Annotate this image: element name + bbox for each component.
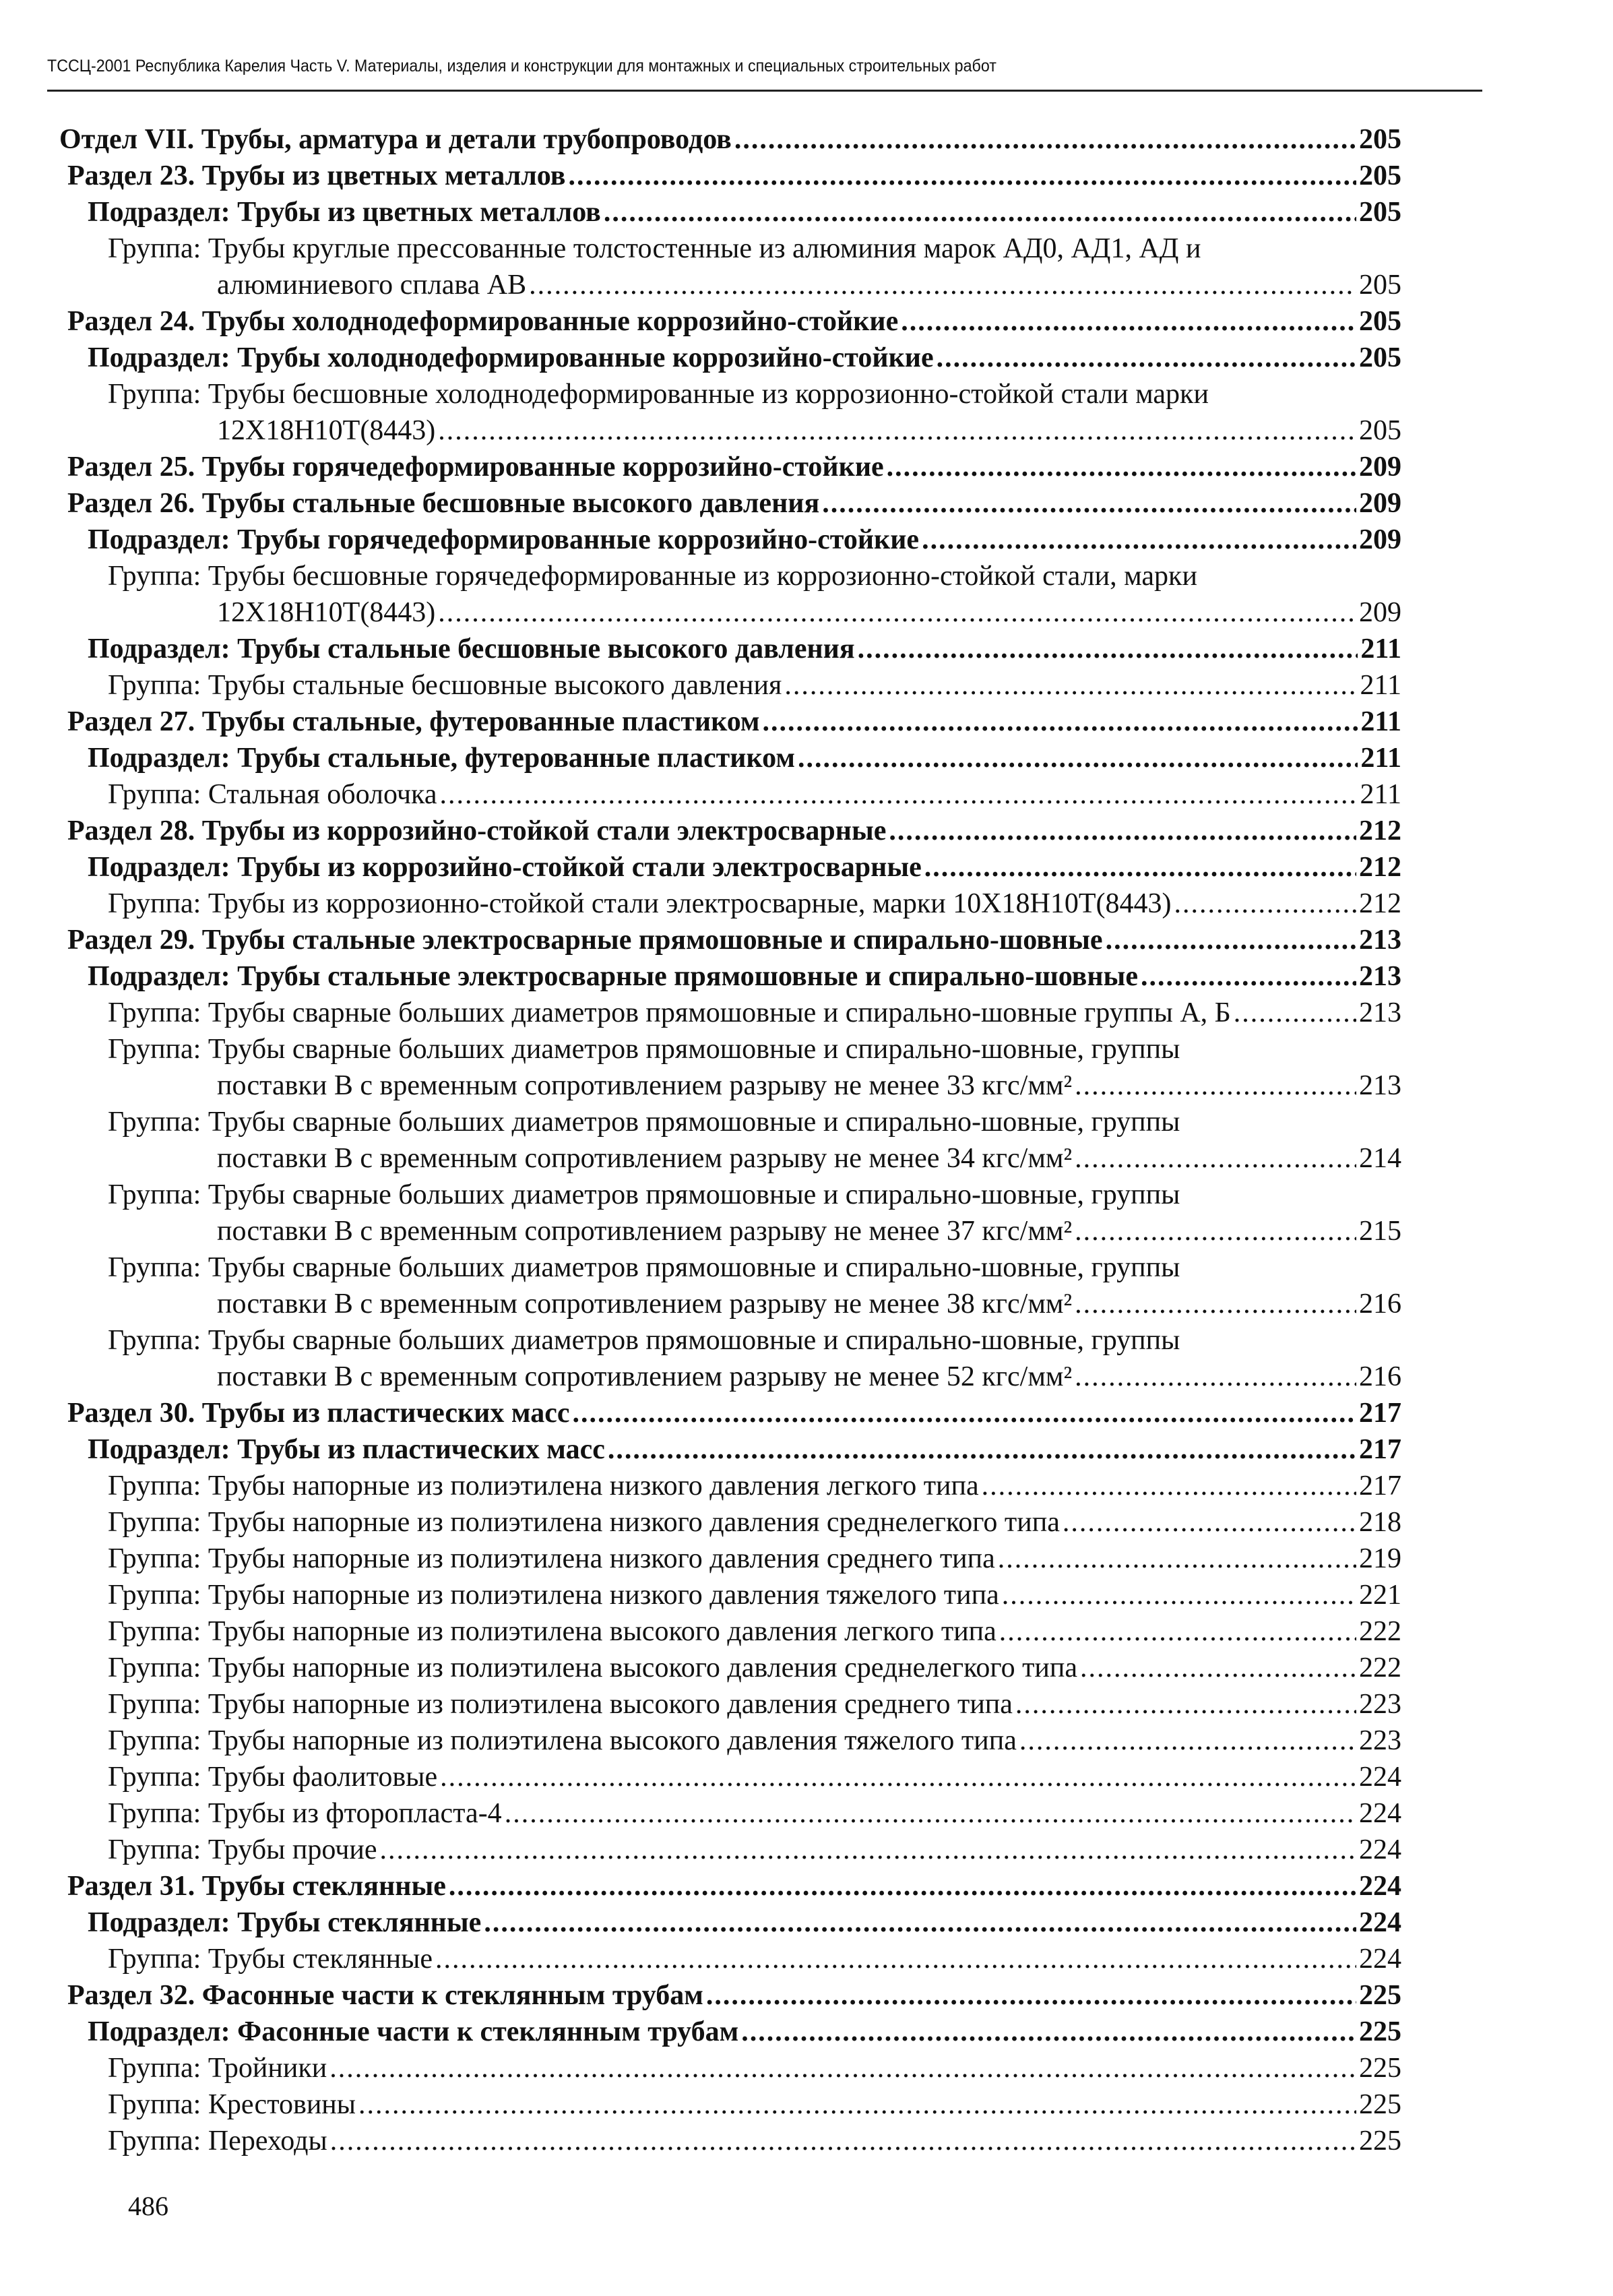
toc-entry-gruppa: [108, 2086, 1401, 2123]
dot-leader: [1075, 1286, 1356, 1322]
toc-page-number: 221: [1359, 1580, 1401, 1611]
toc-entry-label: Раздел 29. Трубы стальные электросварные прямошовные и спирально-шовные: [67, 925, 1103, 956]
dot-leader: [449, 1868, 1356, 1904]
toc-entry-podrazdel: [88, 849, 1401, 886]
dot-leader: [924, 849, 1356, 886]
dot-leader: [937, 340, 1356, 376]
dot-leader: [1019, 1723, 1356, 1759]
toc-entry-label: Раздел 28. Трубы из коррозийно-стойкой стали электросварные: [67, 815, 887, 846]
toc-entry-label: Раздел 32. Фасонные части к стеклянным трубам: [67, 1980, 703, 2011]
toc-entry-gruppa: [108, 776, 1401, 813]
toc-entry-label: Группа: Трубы стальные бесшовные высокого давления: [108, 670, 782, 701]
toc-page-number: 225: [1359, 2126, 1401, 2157]
toc-entry-podrazdel: [88, 631, 1401, 667]
toc-entry-gruppa: [108, 1759, 1401, 1795]
toc-entry-gruppa: [108, 1832, 1401, 1868]
toc-entry-razdel: [67, 922, 1401, 958]
toc-entry-podrazdel: [88, 340, 1401, 376]
toc-entry-gruppa: [108, 376, 1401, 449]
dot-leader: [440, 1759, 1356, 1795]
dot-leader: [529, 267, 1356, 303]
toc-entry-podrazdel: [88, 522, 1401, 558]
toc-page-number: 211: [1360, 743, 1401, 774]
toc-entry-gruppa: [108, 1504, 1401, 1541]
toc-page-number: 212: [1359, 815, 1401, 846]
toc-entry-label: Подраздел: Трубы стальные электросварные прямошовные и спирально-шовные: [88, 961, 1138, 992]
toc-entry-label: Подраздел: Трубы стальные, футерованные пластиком: [88, 743, 795, 774]
toc-entry-gruppa: [108, 1322, 1401, 1395]
toc-entry-label: Группа: Трубы сварные больших диаметров прямошовные и спирально-шовные группы А, Б: [108, 997, 1231, 1028]
dot-leader: [1015, 1686, 1356, 1723]
dot-leader: [1106, 922, 1356, 958]
toc-entry-gruppa: [108, 2123, 1401, 2159]
toc-entry-label: Группа: Трубы фаолитовые: [108, 1762, 438, 1793]
running-header: ТССЦ-2001 Республика Карелия Часть V. Материалы, изделия и конструкции для монтажных и специальных строительных работ: [47, 57, 997, 75]
toc-page-number: 205: [1359, 124, 1401, 155]
toc-entry-gruppa: [108, 1177, 1401, 1249]
toc-entry-gruppa: [108, 1031, 1401, 1104]
toc-entry-razdel: [67, 158, 1401, 194]
toc-entry-gruppa: [108, 1468, 1401, 1504]
toc-entry-gruppa: [108, 1941, 1401, 1977]
toc-page-number: 212: [1359, 852, 1401, 883]
toc-page-number: 211: [1360, 779, 1401, 810]
toc-page-number: 225: [1359, 2016, 1401, 2047]
toc-page-number: 218: [1359, 1507, 1401, 1538]
toc-page-number: 217: [1359, 1470, 1401, 1501]
toc-page-number: 205: [1359, 342, 1401, 373]
toc-page-number: 216: [1359, 1289, 1401, 1320]
dot-leader: [1080, 1650, 1356, 1686]
toc-entry-label: Группа: Трубы напорные из полиэтилена низкого давления легкого типа: [108, 1470, 979, 1501]
toc-entry-razdel: [67, 303, 1401, 340]
toc-page-number: 224: [1359, 1798, 1401, 1829]
dot-leader: [998, 1541, 1356, 1577]
toc-entry-podrazdel: [88, 1904, 1401, 1941]
toc-entry-label: Подраздел: Трубы горячедеформированные коррозийно-стойкие: [88, 524, 920, 555]
toc-entry-podrazdel: [88, 194, 1401, 230]
toc-page-number: 213: [1359, 997, 1401, 1028]
dot-leader: [1234, 995, 1356, 1031]
dot-leader: [1141, 958, 1356, 995]
dot-leader: [438, 412, 1356, 449]
toc-entry-label: Подраздел: Трубы из коррозийно-стойкой стали электросварные: [88, 852, 922, 883]
toc-entry-podrazdel: [88, 2014, 1401, 2050]
dot-leader: [798, 740, 1358, 776]
dot-leader: [1075, 1140, 1356, 1177]
toc-entry-label: Группа: Тройники: [108, 2053, 327, 2084]
dot-leader: [741, 2014, 1356, 2050]
dot-leader: [1063, 1504, 1356, 1541]
dot-leader: [604, 194, 1356, 230]
toc-entry-razdel: [67, 485, 1401, 522]
page-number: 486: [128, 2191, 168, 2221]
dot-leader: [922, 522, 1356, 558]
dot-leader: [1002, 1577, 1356, 1613]
dot-leader: [330, 2123, 1356, 2159]
toc-page-number: 213: [1359, 961, 1401, 992]
toc-entry-label: Группа: Трубы сварные больших диаметров прямошовные и спирально-шовные, группы: [108, 1034, 1180, 1065]
toc-page-number: 223: [1359, 1689, 1401, 1720]
dot-leader: [1075, 1359, 1356, 1395]
toc-entry-label: Подраздел: Трубы холоднодеформированные коррозийно-стойкие: [88, 342, 934, 373]
toc-entry-label: Подраздел: Трубы стеклянные: [88, 1907, 482, 1938]
dot-leader: [1075, 1213, 1356, 1249]
toc-entry-gruppa: [108, 1613, 1401, 1650]
toc-entry-label: Раздел 23. Трубы из цветных металлов: [67, 160, 566, 191]
toc-page-number: 224: [1359, 1834, 1401, 1865]
toc-entry-label: Группа: Трубы стеклянные: [108, 1944, 433, 1975]
toc-entry-label: 12Х18Н10Т(8443): [217, 415, 436, 446]
toc-page-number: 217: [1359, 1398, 1401, 1429]
toc-entry-razdel: [67, 449, 1401, 485]
toc-entry-label: Раздел 30. Трубы из пластических масс: [67, 1398, 570, 1429]
dot-leader: [822, 485, 1356, 522]
toc-page-number: 215: [1359, 1216, 1401, 1247]
toc-entry-label: Отдел VII. Трубы, арматура и детали трубопроводов: [59, 124, 732, 155]
dot-leader: [358, 2086, 1356, 2123]
dot-leader: [435, 1941, 1356, 1977]
toc-page-number: 222: [1359, 1616, 1401, 1647]
toc-entry-podrazdel: [88, 958, 1401, 995]
toc-page-number: 209: [1359, 488, 1401, 519]
toc-entry-razdel: [67, 1868, 1401, 1904]
dot-leader: [999, 1613, 1356, 1650]
toc-entry-gruppa: [108, 1650, 1401, 1686]
toc-page-number: 217: [1359, 1434, 1401, 1465]
toc-entry-label: Раздел 31. Трубы стеклянные: [67, 1871, 446, 1902]
dot-leader: [763, 704, 1358, 740]
toc-entry-label: Группа: Стальная оболочка: [108, 779, 437, 810]
dot-leader: [380, 1832, 1356, 1868]
toc-entry-label: Группа: Трубы бесшовные холоднодеформированные из коррозионно-стойкой стали марки: [108, 379, 1209, 410]
toc-page-number: 224: [1359, 1944, 1401, 1975]
toc-entry-gruppa: [108, 667, 1401, 704]
toc-page-number: 219: [1359, 1543, 1401, 1574]
toc-entry-gruppa: [108, 1686, 1401, 1723]
toc-page-number: 225: [1359, 2089, 1401, 2120]
dot-leader: [887, 449, 1356, 485]
toc-page-number: 211: [1360, 670, 1401, 701]
toc-entry-label: Подраздел: Фасонные части к стеклянным трубам: [88, 2016, 739, 2047]
toc-entry-gruppa: [108, 995, 1401, 1031]
dot-leader: [329, 2050, 1356, 2086]
toc-entry-label: Группа: Трубы сварные больших диаметров прямошовные и спирально-шовные, группы: [108, 1107, 1180, 1138]
toc-entry-gruppa: [108, 1104, 1401, 1177]
toc-entry-label: Группа: Трубы напорные из полиэтилена высокого давления среднелегкого типа: [108, 1652, 1078, 1683]
toc-page-number: 223: [1359, 1725, 1401, 1756]
toc-entry-podrazdel: [88, 740, 1401, 776]
dot-leader: [608, 1431, 1356, 1468]
dot-leader: [889, 813, 1356, 849]
toc-page-number: 205: [1359, 306, 1401, 337]
toc-entry-label: Группа: Трубы напорные из полиэтилена высокого давления легкого типа: [108, 1616, 997, 1647]
toc-page-number: 216: [1359, 1361, 1401, 1392]
toc-entry-gruppa: [108, 558, 1401, 631]
table-of-contents: [0, 121, 1613, 2159]
toc-entry-label: Группа: Трубы из коррозионно-стойкой стали электросварные, марки 10Х18Н10Т(8443): [108, 888, 1172, 919]
dot-leader: [1075, 1067, 1356, 1104]
toc-entry-label: Группа: Переходы: [108, 2126, 327, 2157]
toc-entry-label: Группа: Трубы напорные из полиэтилена низкого давления среднего типа: [108, 1543, 995, 1574]
toc-entry-label: Подраздел: Трубы из цветных металлов: [88, 197, 601, 228]
toc-entry-gruppa: [108, 1723, 1401, 1759]
toc-entry-label: Группа: Трубы бесшовные горячедеформированные из коррозионно-стойкой стали, марки: [108, 561, 1197, 592]
toc-entry-label: алюминиевого сплава АВ: [217, 270, 527, 301]
toc-entry-label: Группа: Трубы сварные больших диаметров прямошовные и спирально-шовные, группы: [108, 1325, 1180, 1356]
dot-leader: [858, 631, 1358, 667]
toc-entry-gruppa: [108, 2050, 1401, 2086]
toc-entry-label: поставки В с временным сопротивлением разрыву не менее 38 кгс/мм²: [217, 1289, 1073, 1320]
toc-page-number: 213: [1359, 1070, 1401, 1101]
toc-page-number: 211: [1360, 706, 1401, 737]
toc-entry-gruppa: [108, 1249, 1401, 1322]
toc-entry-razdel: [67, 704, 1401, 740]
dot-leader: [784, 667, 1357, 704]
toc-entry-label: поставки В с временным сопротивлением разрыву не менее 37 кгс/мм²: [217, 1216, 1073, 1247]
toc-entry-label: Группа: Трубы круглые прессованные толстостенные из алюминия марок АД0, АД1, АД и: [108, 233, 1201, 264]
toc-page-number: 205: [1359, 197, 1401, 228]
toc-entry-razdel: [67, 1977, 1401, 2014]
toc-page-number: 224: [1359, 1907, 1401, 1938]
dot-leader: [734, 121, 1356, 158]
toc-entry-gruppa: [108, 1795, 1401, 1832]
toc-entry-gruppa: [108, 230, 1401, 303]
toc-entry-gruppa: [108, 886, 1401, 922]
dot-leader: [439, 776, 1357, 813]
toc-page-number: 224: [1359, 1762, 1401, 1793]
toc-page-number: 209: [1359, 597, 1401, 628]
toc-entry-podrazdel: [88, 1431, 1401, 1468]
toc-entry-label: Группа: Трубы напорные из полиэтилена высокого давления среднего типа: [108, 1689, 1013, 1720]
toc-page-number: 205: [1359, 415, 1401, 446]
toc-entry-label: поставки В с временным сопротивлением разрыву не менее 52 кгс/мм²: [217, 1361, 1073, 1392]
toc-page-number: 222: [1359, 1652, 1401, 1683]
toc-entry-label: Группа: Крестовины: [108, 2089, 356, 2120]
toc-entry-label: Группа: Трубы прочие: [108, 1834, 377, 1865]
toc-entry-label: Подраздел: Трубы стальные бесшовные высокого давления: [88, 633, 855, 664]
toc-page-number: 214: [1359, 1143, 1401, 1174]
toc-page-number: 211: [1360, 633, 1401, 664]
dot-leader: [505, 1795, 1356, 1832]
toc-entry-label: Группа: Трубы напорные из полиэтилена низкого давления среднелегкого типа: [108, 1507, 1060, 1538]
dot-leader: [572, 1395, 1356, 1431]
toc-entry-label: поставки В с временным сопротивлением разрыву не менее 33 кгс/мм²: [217, 1070, 1073, 1101]
dot-leader: [438, 594, 1356, 631]
dot-leader: [484, 1904, 1356, 1941]
toc-entry-razdel: [67, 813, 1401, 849]
toc-page-number: 225: [1359, 2053, 1401, 2084]
toc-entry-label: Раздел 26. Трубы стальные бесшовные высокого давления: [67, 488, 820, 519]
toc-entry-gruppa: [108, 1577, 1401, 1613]
dot-leader: [901, 303, 1356, 340]
toc-page-number: 209: [1359, 452, 1401, 483]
toc-entry-label: Группа: Трубы сварные больших диаметров прямошовные и спирально-шовные, группы: [108, 1179, 1180, 1210]
toc-entry-label: Группа: Трубы из фторопласта-4: [108, 1798, 502, 1829]
toc-entry-gruppa: [108, 1541, 1401, 1577]
toc-entry-label: Группа: Трубы напорные из полиэтилена низкого давления тяжелого типа: [108, 1580, 999, 1611]
toc-entry-label: Раздел 27. Трубы стальные, футерованные пластиком: [67, 706, 760, 737]
dot-leader: [982, 1468, 1356, 1504]
toc-entry-label: Группа: Трубы сварные больших диаметров прямошовные и спирально-шовные, группы: [108, 1252, 1180, 1283]
toc-page-number: 209: [1359, 524, 1401, 555]
toc-page-number: 225: [1359, 1980, 1401, 2011]
toc-entry-razdel: [67, 1395, 1401, 1431]
toc-entry-label: Группа: Трубы напорные из полиэтилена высокого давления тяжелого типа: [108, 1725, 1017, 1756]
header-rule: [47, 90, 1482, 92]
toc-page-number: 205: [1359, 270, 1401, 301]
toc-entry-label: Раздел 25. Трубы горячедеформированные коррозийно-стойкие: [67, 452, 884, 483]
toc-entry-label: Раздел 24. Трубы холоднодеформированные коррозийно-стойкие: [67, 306, 899, 337]
toc-entry-label: 12Х18Н10Т(8443): [217, 597, 436, 628]
dot-leader: [706, 1977, 1356, 2014]
toc-entry-label: поставки В с временным сопротивлением разрыву не менее 34 кгс/мм²: [217, 1143, 1073, 1174]
toc-page-number: 213: [1359, 925, 1401, 956]
dot-leader: [1174, 886, 1357, 922]
toc-page-number: 224: [1359, 1871, 1401, 1902]
toc-page-number: 205: [1359, 160, 1401, 191]
toc-page-number: 212: [1359, 888, 1401, 919]
toc-entry-label: Подраздел: Трубы из пластических масс: [88, 1434, 605, 1465]
dot-leader: [568, 158, 1356, 194]
toc-entry-otdel: [59, 121, 1401, 158]
